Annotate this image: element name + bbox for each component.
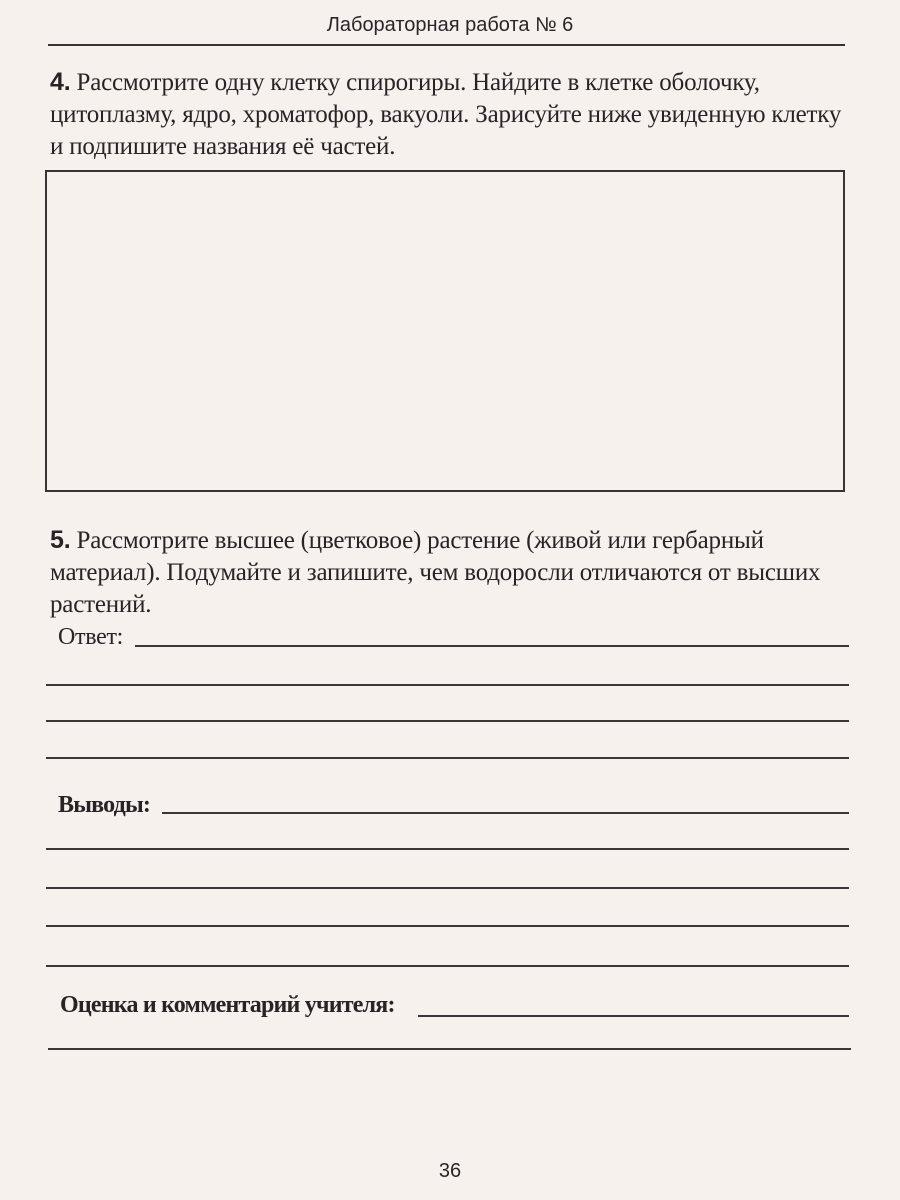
- conclusions-line-4[interactable]: [46, 925, 849, 927]
- answer-line-2[interactable]: [46, 684, 849, 686]
- conclusions-line-5[interactable]: [46, 965, 849, 967]
- conclusions-line-2[interactable]: [46, 848, 849, 850]
- header-divider: [48, 44, 845, 46]
- task-5-text: Рассмотрите высшее (цветковое) растение (живой или гербарный материал). Подумайте и запишите, чем водоросли отличаются от высших растений.: [50, 527, 821, 618]
- task-5: [50, 524, 850, 621]
- task-5-number: 5.: [50, 526, 71, 554]
- answer-line-3[interactable]: [46, 720, 849, 722]
- task-4-number: 4.: [50, 68, 71, 96]
- task-4: [50, 66, 850, 163]
- teacher-comment-line-1[interactable]: [418, 1015, 849, 1017]
- answer-label: Ответ:: [58, 624, 124, 650]
- answer-line-4[interactable]: [46, 757, 849, 759]
- page-number: 36: [438, 1160, 462, 1182]
- task-4-text: Рассмотрите одну клетку спирогиры. Найдите в клетке оболочку, цитоплазму, ядро, хроматофор, вакуоли. Зарисуйте ниже увиденную клетку и подпишите названия её частей.: [50, 69, 842, 160]
- conclusions-label: Выводы:: [58, 792, 151, 818]
- conclusions-line-1[interactable]: [162, 812, 849, 814]
- teacher-comment-line-2[interactable]: [48, 1048, 851, 1050]
- answer-line-1[interactable]: [135, 645, 849, 647]
- conclusions-line-3[interactable]: [46, 887, 849, 889]
- drawing-area[interactable]: [45, 170, 845, 492]
- page-header-title: Лабораторная работа № 6: [326, 14, 574, 36]
- teacher-comment-label: Оценка и комментарий учителя:: [60, 992, 395, 1018]
